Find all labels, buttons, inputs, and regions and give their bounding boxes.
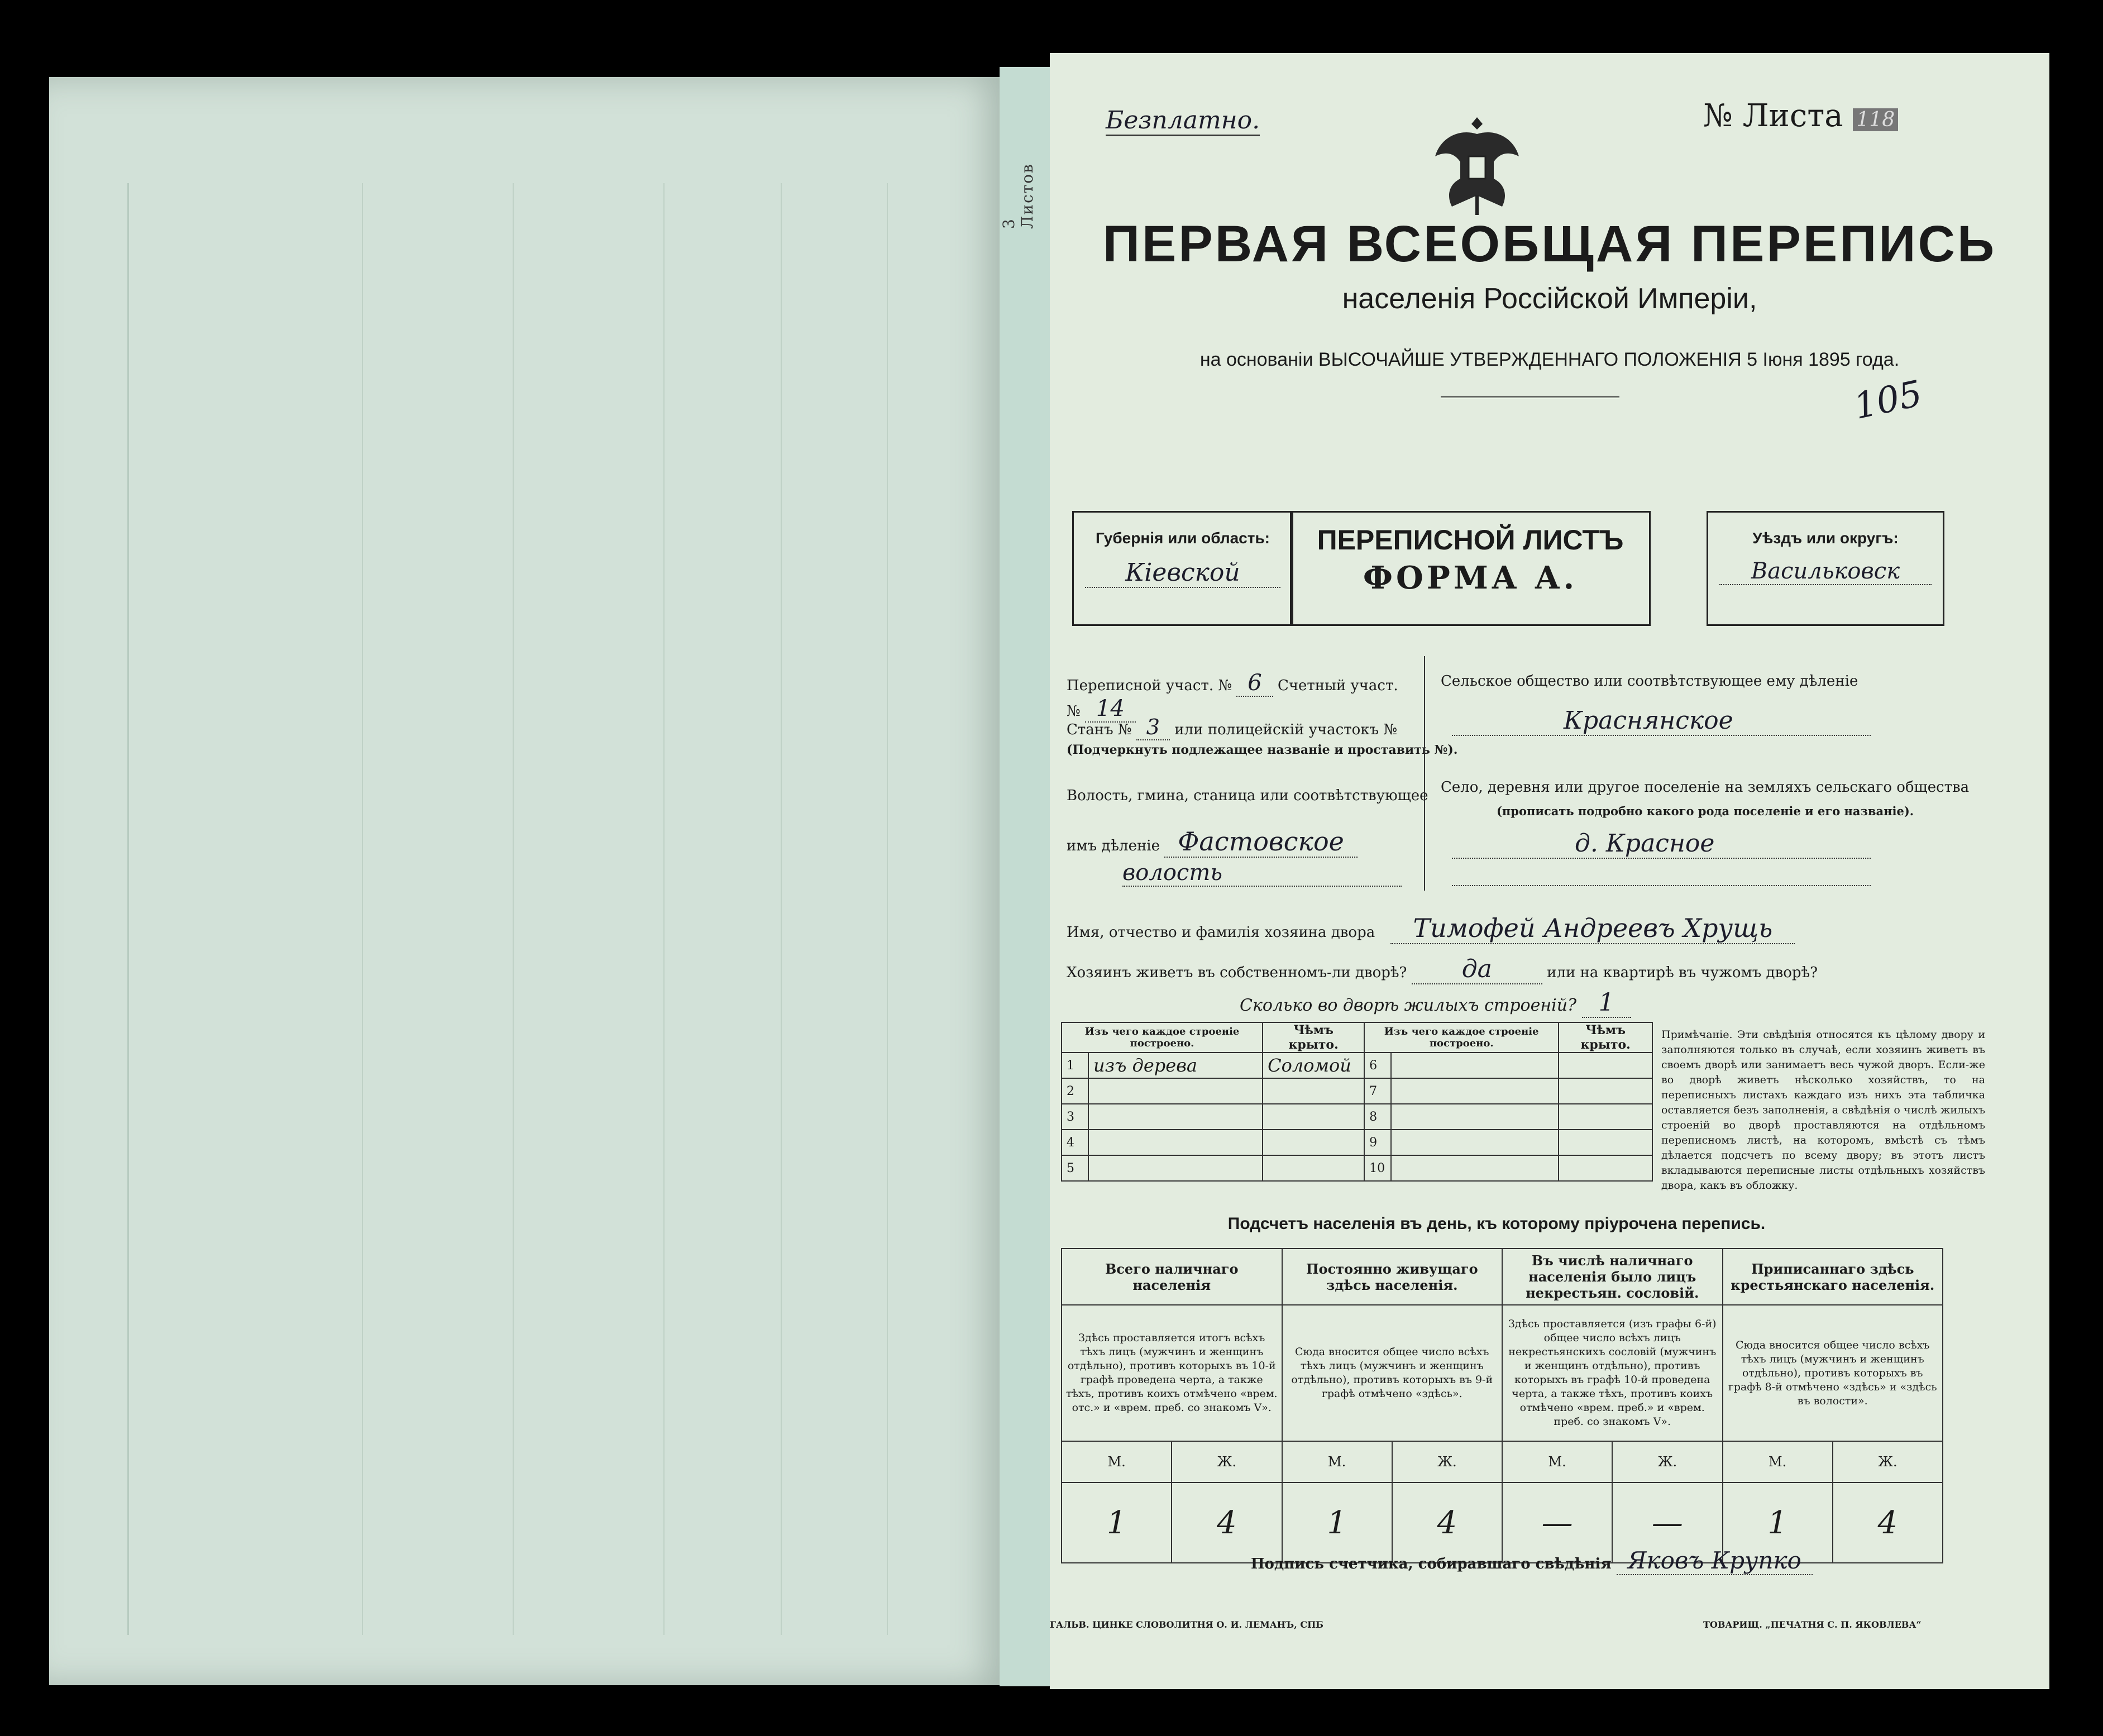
sheet-number xyxy=(1703,98,1898,134)
right-row-roof xyxy=(1559,1053,1652,1078)
village-note: (прописать подробно какого рода поселеніе и его названіе). xyxy=(1497,804,1914,818)
left-row-number: 5 xyxy=(1062,1155,1088,1181)
count-table xyxy=(1061,1248,1943,1563)
roof-header: Чѣмъ крыто. xyxy=(1559,1022,1652,1053)
volost-label: Волость, гмина, станица или соотвѣтствующее xyxy=(1067,787,1428,804)
counting-section-label: Счетный участ. № xyxy=(1067,677,1398,720)
yard-row xyxy=(1067,955,1818,983)
society-label: Сельское общество или соотвѣтствующее ему дѣленіе xyxy=(1441,673,1858,690)
left-row-material xyxy=(1088,1130,1263,1155)
right-row-roof xyxy=(1559,1104,1652,1130)
imprint-left: ГАЛЬВ. ЦИНКЕ СЛОВОЛИТНЯ О. И. ЛЕМАНЪ, СПБ xyxy=(1050,1619,1323,1630)
district-value: Васильковск xyxy=(1719,558,1932,585)
other-yard-label: или на квартирѣ въ чужомъ дворѣ? xyxy=(1547,964,1818,981)
male-label: М. xyxy=(1723,1441,1833,1482)
male-count: 1 xyxy=(1062,1482,1172,1563)
right-row-number: 8 xyxy=(1364,1104,1391,1130)
left-row-number: 1 xyxy=(1062,1053,1088,1078)
count-column-header: Постоянно живущаго здѣсь населенія. xyxy=(1282,1249,1503,1305)
spine-label: 3 Листов xyxy=(1000,163,1036,229)
female-label: Ж. xyxy=(1833,1441,1943,1482)
left-row-roof xyxy=(1263,1130,1364,1155)
count-column-description: Здѣсь проставляется итогъ всѣхъ тѣхъ лицъ (мужчинъ и женщинъ отдѣльно), противъ которыхъ въ 10-й графѣ проведена черта, а также тѣхъ, противъ коихъ отмѣчено «врем. отс.» и «врем. преб. со знакомъ V». xyxy=(1062,1305,1282,1441)
volost-value-2: волость xyxy=(1122,860,1402,887)
count-column-description: Сюда вносится общее число всѣхъ тѣхъ лицъ (мужчинъ и женщинъ отдѣльно), противъ которыхъ въ 9-й графѣ отмѣчено «здѣсь». xyxy=(1282,1305,1503,1441)
ghost-column-line xyxy=(781,183,782,1635)
table-row xyxy=(1062,1130,1652,1155)
signature-label: Подпись счетчика, собиравшаго свѣдѣнія xyxy=(1251,1556,1612,1572)
left-page xyxy=(49,77,1010,1685)
police-label: или полицейскій участокъ № xyxy=(1174,721,1397,738)
table-row xyxy=(1062,1053,1652,1078)
district-label: Уѣздъ или округъ: xyxy=(1752,529,1899,547)
ghost-column-line xyxy=(513,183,514,1635)
right-row-number: 6 xyxy=(1364,1053,1391,1078)
right-row-material xyxy=(1391,1053,1559,1078)
right-row-roof xyxy=(1559,1155,1652,1181)
volost-row xyxy=(1067,826,1358,857)
male-label: М. xyxy=(1282,1441,1392,1482)
archive-number: 105 xyxy=(1850,373,1926,428)
right-row-material xyxy=(1391,1104,1559,1130)
female-label: Ж. xyxy=(1172,1441,1282,1482)
sheet-number-value: 118 xyxy=(1853,108,1898,131)
male-label: М. xyxy=(1502,1441,1612,1482)
table-row xyxy=(1062,1155,1652,1181)
left-row-material xyxy=(1088,1104,1263,1130)
right-row-material xyxy=(1391,1155,1559,1181)
form-title-box xyxy=(1290,511,1651,626)
district-box xyxy=(1707,511,1944,626)
left-row-roof xyxy=(1263,1078,1364,1104)
ornament-rule xyxy=(1441,396,1619,398)
form-title: ПЕРЕПИСНОЙ ЛИСТЪ xyxy=(1317,524,1624,556)
table-row xyxy=(1062,1104,1652,1130)
page-title: ПЕРВАЯ ВСЕОБЩАЯ ПЕРЕПИСЬ xyxy=(1102,216,1997,272)
left-row-material xyxy=(1088,1078,1263,1104)
form-subtitle: ФОРМА А. xyxy=(1363,559,1578,596)
male-count: 1 xyxy=(1282,1482,1392,1563)
signature-row xyxy=(1251,1547,1813,1574)
stan-value: 3 xyxy=(1136,715,1170,740)
left-row-material xyxy=(1088,1155,1263,1181)
column-divider xyxy=(1424,656,1425,891)
male-count: 1 xyxy=(1723,1482,1833,1563)
material-header: Изъ чего каждое строеніе построено. xyxy=(1062,1022,1263,1053)
male-label: М. xyxy=(1062,1441,1172,1482)
female-count: 4 xyxy=(1392,1482,1502,1563)
left-row-material: изъ дерева xyxy=(1088,1053,1263,1078)
roof-header: Чѣмъ крыто. xyxy=(1263,1022,1364,1053)
buildings-count-row xyxy=(1240,988,1631,1017)
sheet-number-label: № Листа xyxy=(1703,98,1843,134)
census-form-page xyxy=(1050,53,2049,1689)
buildings-count-label: Сколько во дворѣ жилыхъ строеній? xyxy=(1240,996,1577,1015)
own-yard-label: Хозяинъ живетъ въ собственномъ-ли дворѣ? xyxy=(1067,964,1407,981)
stan-row xyxy=(1067,715,1397,739)
census-section-label: Переписной участ. № xyxy=(1067,677,1232,694)
left-row-number: 4 xyxy=(1062,1130,1088,1155)
signature-value: Яковъ Крупко xyxy=(1617,1547,1813,1575)
census-section-row xyxy=(1067,670,1402,721)
census-section-value: 6 xyxy=(1236,670,1273,697)
count-column-header: Всего наличнаго населенія xyxy=(1062,1249,1282,1305)
female-label: Ж. xyxy=(1612,1441,1722,1482)
count-column-description: Здѣсь проставляется (изъ графы 6-й) общее число всѣхъ лицъ некрестьянскихъ сословій (мужчинъ и женщинъ отдѣльно), противъ которыхъ въ графѣ 10-й проведена черта, а также тѣхъ, противъ коихъ отмѣчено «врем. преб.» и «врем. преб. со знакомъ V». xyxy=(1502,1305,1723,1441)
left-row-roof xyxy=(1263,1155,1364,1181)
right-row-roof xyxy=(1559,1078,1652,1104)
buildings-count-value: 1 xyxy=(1582,988,1631,1018)
female-count: — xyxy=(1612,1482,1722,1563)
ghost-column-line xyxy=(663,183,665,1635)
left-row-number: 3 xyxy=(1062,1104,1088,1130)
free-label: Безплатно. xyxy=(1106,106,1260,135)
count-column-header: Приписаннаго здѣсь крестьянскаго населенія. xyxy=(1723,1249,1943,1305)
count-column-header: Въ числѣ наличнаго населенія было лицъ некрестьян. сословій. xyxy=(1502,1249,1723,1305)
volost-value: Фастовское xyxy=(1164,826,1358,858)
province-value: Кіевской xyxy=(1085,558,1280,588)
double-headed-eagle-emblem xyxy=(1430,112,1524,218)
page-subtitle: населенія Россійской Имперіи, xyxy=(1342,283,1757,315)
material-header: Изъ чего каждое строеніе построено. xyxy=(1364,1022,1559,1053)
village-label: Село, деревня или другое поселеніе на земляхъ сельскаго общества xyxy=(1441,779,1970,796)
male-count: — xyxy=(1502,1482,1612,1563)
table-row xyxy=(1062,1078,1652,1104)
female-label: Ж. xyxy=(1392,1441,1502,1482)
right-row-roof xyxy=(1559,1130,1652,1155)
imprint-right: ТОВАРИЩ. „ПЕЧАТНЯ С. П. ЯКОВЛЕВА“ xyxy=(1703,1619,1922,1630)
underline-note: (Подчеркнуть подлежащее названіе и проставить №). xyxy=(1067,743,1458,757)
owner-value: Тимофей Андреевъ Хрущь xyxy=(1390,913,1795,944)
province-box xyxy=(1072,511,1293,626)
owner-label: Имя, отчество и фамилія хозяина двора xyxy=(1067,924,1375,941)
right-row-material xyxy=(1391,1130,1559,1155)
left-row-roof: Соломой xyxy=(1263,1053,1364,1078)
ghost-table-grid xyxy=(127,183,961,1635)
female-count: 4 xyxy=(1172,1482,1282,1563)
own-yard-value: да xyxy=(1412,955,1542,984)
counting-section-value: 14 xyxy=(1085,696,1136,723)
left-row-roof xyxy=(1263,1104,1364,1130)
count-column-description: Сюда вносится общее число всѣхъ тѣхъ лицъ (мужчинъ и женщинъ отдѣльно), противъ которыхъ въ графѣ 8-й отмѣчено «здѣсь» и «здѣсь въ волости». xyxy=(1723,1305,1943,1441)
right-row-number: 9 xyxy=(1364,1130,1391,1155)
right-row-number: 7 xyxy=(1364,1078,1391,1104)
buildings-note: Примѣчаніе. Эти свѣдѣнія относятся къ цѣлому двору и заполняются только въ случаѣ, если хозяинъ живетъ въ своемъ дворѣ или занимаетъ весь чужой дворъ. Если-же во дворѣ живетъ нѣсколько хозяйствъ, то на переписныхъ листахъ каждаго изъ нихъ эта табличка оставляется безъ заполненія, а свѣдѣнія о числѣ жилыхъ строеній во дворѣ проставляются на отдѣльномъ переписномъ листѣ, на которомъ, вмѣстѣ съ тѣмъ дѣлается подсчетъ по всему двору; въ этотъ листъ вкладываются переписные листы отдѣльныхъ хозяйствъ двора, какъ въ обложку. xyxy=(1661,1029,1985,1192)
left-row-number: 2 xyxy=(1062,1078,1088,1104)
ghost-column-line xyxy=(887,183,888,1635)
count-section-title: Подсчетъ населенія въ день, къ которому пріурочена перепись. xyxy=(1227,1214,1766,1233)
legal-basis: на основаніи ВЫСОЧАЙШЕ УТВЕРЖДЕННАГО ПОЛОЖЕНІЯ 5 Іюня 1895 года. xyxy=(1199,349,1900,370)
buildings-table xyxy=(1061,1022,1653,1182)
female-count: 4 xyxy=(1833,1482,1943,1563)
owner-row xyxy=(1067,913,1904,943)
society-value: Краснянское xyxy=(1452,706,1871,736)
village-value: д. Красное xyxy=(1452,829,1871,859)
village-extra-line xyxy=(1452,885,1871,886)
right-row-material xyxy=(1391,1078,1559,1104)
province-label: Губернія или область: xyxy=(1095,529,1270,547)
volost-label-2: имъ дѣленіе xyxy=(1067,838,1160,854)
stan-label: Станъ № xyxy=(1067,721,1132,738)
ghost-column-line xyxy=(362,183,363,1635)
right-row-number: 10 xyxy=(1364,1155,1391,1181)
